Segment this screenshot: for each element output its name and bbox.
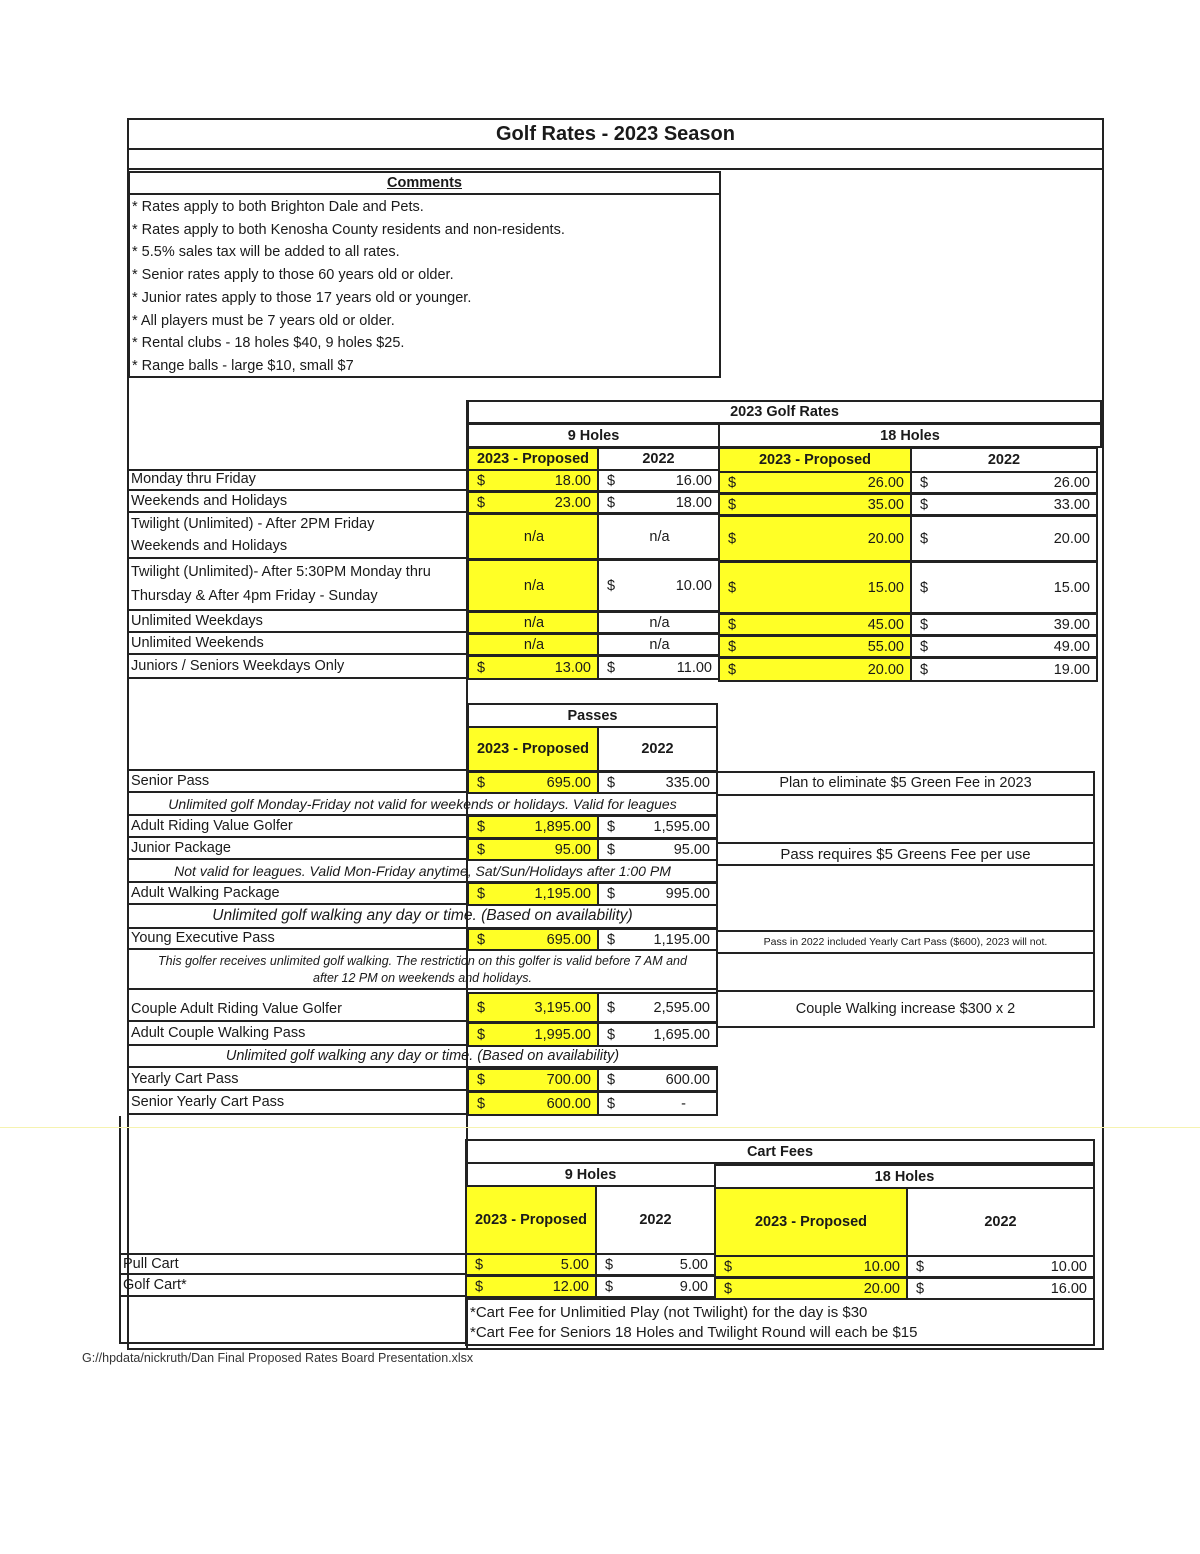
comment-item: * Rates apply to both Kenosha County residents and non-residents. bbox=[132, 221, 565, 238]
golf-rate-9-2023: $ 23.00 bbox=[467, 491, 599, 514]
golf-rate-9-2022: $ 18.00 bbox=[597, 491, 720, 514]
golf-rate-18-2022: $ 33.00 bbox=[910, 493, 1098, 516]
comments-header-cell bbox=[130, 173, 719, 195]
comment-item: * Range balls - large $10, small $7 bbox=[132, 357, 354, 374]
passes-header: Passes bbox=[567, 707, 618, 724]
pass-row-label: Adult Couple Walking Pass bbox=[127, 1022, 467, 1046]
golf-rate-9-2022: n/a bbox=[597, 513, 720, 560]
golf-rate-row-label: Twilight (Unlimited)- After 5:30PM Monday thru Thursday & After 4pm Friday - Sunday bbox=[127, 559, 467, 611]
comment-item: * All players must be 7 years old or older. bbox=[132, 312, 395, 329]
golf-rate-row-label: Unlimited Weekends bbox=[127, 633, 467, 655]
cart-fee-9-2023: $ 12.00 bbox=[465, 1275, 597, 1298]
pass-row-label: Adult Riding Value Golfer bbox=[127, 815, 467, 838]
golf-rate-9-2023: n/a bbox=[467, 611, 599, 634]
golf-rate-18-2022: $ 26.00 bbox=[910, 471, 1098, 494]
golf-rate-9-2022: n/a bbox=[597, 633, 720, 656]
golf-rate-18-2023: $ 20.00 bbox=[718, 515, 912, 562]
golf-rate-9-2023: n/a bbox=[467, 559, 599, 612]
cart-fee-notes bbox=[465, 1298, 1095, 1346]
pass-2022: $ 2,595.00 bbox=[597, 992, 718, 1023]
footer-file-path: G://hpdata/nickruth/Dan Final Proposed Rates Board Presentation.xlsx bbox=[82, 1351, 474, 1365]
golf-rate-9-2022: $ 10.00 bbox=[597, 559, 720, 612]
golf-rate-9-2023: n/a bbox=[467, 513, 599, 560]
golf-rates-header-cell bbox=[467, 400, 1102, 424]
page-title: Golf Rates - 2023 Season bbox=[496, 122, 735, 145]
golf-rates-9-proposed-col: 2023 - Proposed bbox=[467, 447, 599, 471]
golf-rates-18-2022-col: 2022 bbox=[910, 447, 1098, 473]
pass-2023: $ 1,995.00 bbox=[467, 1022, 599, 1047]
pass-2022: $ 1,195.00 bbox=[597, 928, 718, 951]
golf-rate-18-2022: $ 49.00 bbox=[910, 635, 1098, 658]
pass-note: Plan to eliminate $5 Green Fee in 2023 bbox=[716, 771, 1095, 796]
divider bbox=[119, 1342, 467, 1344]
pass-note: Couple Walking increase $300 x 2 bbox=[716, 990, 1095, 1028]
pass-2022: $ 335.00 bbox=[597, 771, 718, 794]
golf-rate-row-label: Weekends and Holidays bbox=[127, 491, 467, 513]
pass-2022: $ 995.00 bbox=[597, 882, 718, 906]
golf-rate-9-2022: $ 16.00 bbox=[597, 469, 720, 492]
golf-rate-9-2022: n/a bbox=[597, 611, 720, 634]
golf-rate-18-2022: $ 20.00 bbox=[910, 515, 1098, 562]
pass-2023: $ 1,895.00 bbox=[467, 815, 599, 839]
cart-fee-note: *Cart Fee for Seniors 18 Holes and Twilight Round will each be $15 bbox=[470, 1323, 918, 1341]
cart-fees-9-proposed-col: 2023 - Proposed bbox=[465, 1185, 597, 1255]
pass-description: Unlimited golf Monday-Friday not valid for weekends or holidays. Valid for leagues bbox=[127, 793, 718, 816]
pass-row-label: Young Executive Pass bbox=[127, 928, 467, 950]
blank-row bbox=[129, 150, 1102, 170]
cart-fee-9-2022: $ 5.00 bbox=[595, 1253, 716, 1276]
golf-rates-18-proposed-col: 2023 - Proposed bbox=[718, 447, 912, 473]
comments-header: Comments bbox=[387, 175, 462, 191]
pass-2023: $ 95.00 bbox=[467, 838, 599, 861]
pass-description: Unlimited golf walking any day or time. (Based on availability) bbox=[127, 905, 718, 929]
golf-rates-9-2022-col: 2022 bbox=[597, 447, 720, 471]
pass-2023: $ 700.00 bbox=[467, 1068, 599, 1092]
pass-row-label: Couple Adult Riding Value Golfer bbox=[127, 992, 467, 1022]
golf-rate-row-label: Unlimited Weekdays bbox=[127, 611, 467, 633]
cart-fee-note: *Cart Fee for Unlimitied Play (not Twilight) for the day is $30 bbox=[470, 1303, 868, 1321]
pass-row-label: Yearly Cart Pass bbox=[127, 1068, 467, 1091]
golf-rate-9-2023: $ 13.00 bbox=[467, 655, 599, 680]
cart-fees-header-cell bbox=[465, 1139, 1095, 1164]
sheet-title-cell bbox=[129, 120, 1102, 150]
golf-rates-header: 2023 Golf Rates bbox=[730, 404, 839, 420]
golf-rates-18-holes-header: 18 Holes bbox=[718, 423, 1102, 448]
cart-fee-row-label: Pull Cart bbox=[119, 1254, 465, 1275]
golf-rate-9-2023: n/a bbox=[467, 633, 599, 656]
pass-row-label: Senior Pass bbox=[127, 771, 467, 793]
comment-item: * Rental clubs - 18 holes $40, 9 holes $25. bbox=[132, 335, 405, 352]
pass-note: Pass requires $5 Greens Fee per use bbox=[716, 842, 1095, 866]
cart-fees-9-2022-col: 2022 bbox=[595, 1185, 716, 1255]
golf-rate-row-label: Monday thru Friday bbox=[127, 469, 467, 491]
cart-fees-18-proposed-col: 2023 - Proposed bbox=[714, 1187, 908, 1257]
cart-fee-9-2022: $ 9.00 bbox=[595, 1275, 716, 1298]
golf-rate-18-2022: $ 15.00 bbox=[910, 561, 1098, 614]
golf-rate-18-2022: $ 39.00 bbox=[910, 613, 1098, 636]
cart-fee-row-label: Golf Cart* bbox=[119, 1275, 465, 1297]
pass-2023: $ 1,195.00 bbox=[467, 882, 599, 906]
pass-row-label: Adult Walking Package bbox=[127, 882, 467, 905]
cart-fee-18-2023: $ 20.00 bbox=[714, 1277, 908, 1300]
pass-2023: $ 600.00 bbox=[467, 1091, 599, 1116]
golf-rate-9-2023: $ 18.00 bbox=[467, 469, 599, 492]
passes-header-cell bbox=[467, 703, 718, 728]
passes-proposed-col: 2023 - Proposed bbox=[467, 726, 599, 772]
cart-fee-18-2022: $ 16.00 bbox=[906, 1277, 1095, 1300]
comment-item: * Junior rates apply to those 17 years old or younger. bbox=[132, 289, 472, 306]
pass-description: This golfer receives unlimited golf walking. The restriction on this golfer is valid before 7 AM and after 12 PM on weekends and holidays. bbox=[127, 950, 718, 990]
golf-rate-9-2022: $ 11.00 bbox=[597, 655, 720, 680]
pass-2022: $ 95.00 bbox=[597, 838, 718, 861]
pass-note-empty bbox=[716, 864, 1095, 932]
comment-item: * Rates apply to both Brighton Dale and Pets. bbox=[132, 199, 424, 216]
cart-fees-header: Cart Fees bbox=[746, 1143, 814, 1160]
comments-list bbox=[132, 196, 712, 378]
pass-2022: $ 600.00 bbox=[597, 1068, 718, 1092]
pass-2023: $ 695.00 bbox=[467, 771, 599, 794]
golf-rate-18-2023: $ 45.00 bbox=[718, 613, 912, 636]
cart-fees-9-holes-header: 9 Holes bbox=[465, 1162, 716, 1187]
pass-row-label: Senior Yearly Cart Pass bbox=[127, 1091, 467, 1115]
cart-fee-18-2022: $ 10.00 bbox=[906, 1255, 1095, 1278]
comment-item: * Senior rates apply to those 60 years old or older. bbox=[132, 267, 454, 284]
golf-rate-row-label: Juniors / Seniors Weekdays Only bbox=[127, 655, 467, 679]
scan-artifact-line bbox=[0, 1127, 1200, 1128]
pass-2023: $ 3,195.00 bbox=[467, 992, 599, 1023]
pass-2022: $ - bbox=[597, 1091, 718, 1116]
divider bbox=[119, 1116, 121, 1344]
golf-rate-18-2023: $ 20.00 bbox=[718, 657, 912, 682]
pass-note-empty bbox=[716, 794, 1095, 844]
cart-fee-18-2023: $ 10.00 bbox=[714, 1255, 908, 1278]
golf-rate-18-2023: $ 15.00 bbox=[718, 561, 912, 614]
golf-rate-18-2023: $ 26.00 bbox=[718, 471, 912, 494]
pass-2023: $ 695.00 bbox=[467, 928, 599, 951]
passes-2022-col: 2022 bbox=[597, 726, 718, 772]
pass-note: Pass in 2022 included Yearly Cart Pass ($600), 2023 will not. bbox=[716, 930, 1095, 954]
pass-description: Not valid for leagues. Valid Mon-Friday anytime, Sat/Sun/Holidays after 1:00 PM bbox=[127, 860, 718, 883]
golf-rate-18-2023: $ 35.00 bbox=[718, 493, 912, 516]
pass-description: Unlimited golf walking any day or time. (Based on availability) bbox=[127, 1046, 718, 1068]
pass-2022: $ 1,695.00 bbox=[597, 1022, 718, 1047]
comment-item: * 5.5% sales tax will be added to all rates. bbox=[132, 244, 400, 261]
pass-row-label: Junior Package bbox=[127, 838, 467, 860]
golf-rate-row-label: Twilight (Unlimited) - After 2PM Friday Weekends and Holidays bbox=[127, 513, 467, 559]
pass-2022: $ 1,595.00 bbox=[597, 815, 718, 839]
cart-fee-9-2023: $ 5.00 bbox=[465, 1253, 597, 1276]
cart-fees-18-2022-col: 2022 bbox=[906, 1187, 1095, 1257]
cart-fees-18-holes-header: 18 Holes bbox=[714, 1164, 1095, 1189]
golf-rate-18-2022: $ 19.00 bbox=[910, 657, 1098, 682]
golf-rates-9-holes-header: 9 Holes bbox=[467, 423, 720, 448]
golf-rate-18-2023: $ 55.00 bbox=[718, 635, 912, 658]
pass-note-empty bbox=[716, 952, 1095, 992]
